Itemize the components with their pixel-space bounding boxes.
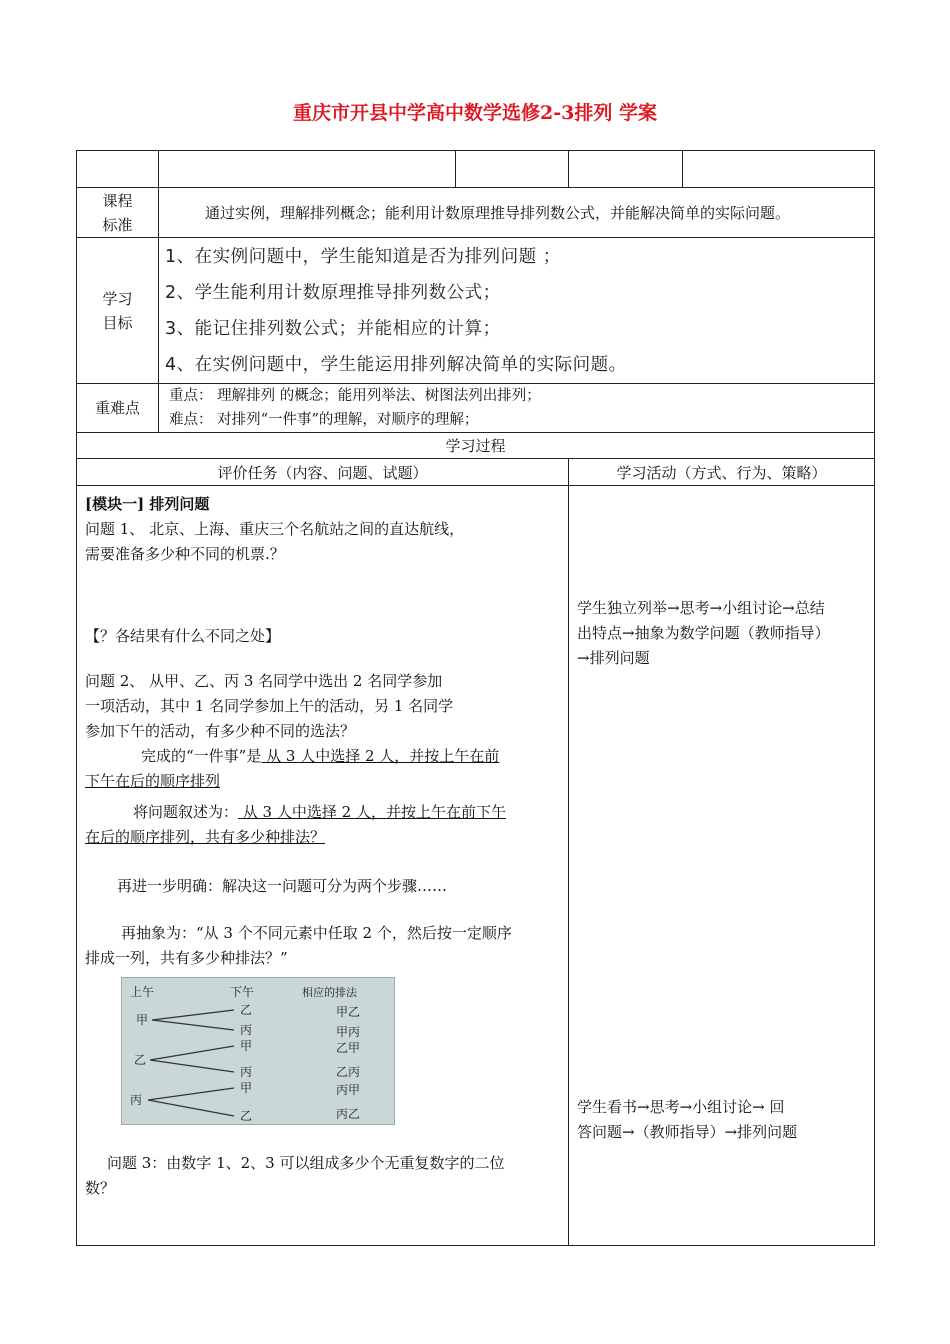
module-title: [模块一] 排列问题 bbox=[85, 495, 210, 513]
activity-block-2: 学生看书→思考→小组讨论→ 回 答问题→（教师指导）→排列问题 bbox=[577, 1098, 798, 1141]
question-2-line: 一项活动，其中 1 名同学参加上午的活动，另 1 名同学 bbox=[85, 697, 454, 715]
tree-am-node: 丙 bbox=[130, 1093, 143, 1107]
process-header-row bbox=[77, 433, 875, 459]
event-line-continued: 下午在后的顺序排列 bbox=[85, 772, 221, 790]
course-standard-text: 通过实例，理解排列概念；能利用计数原理推导排列数公式，并能解决简单的实际问题。 bbox=[159, 188, 875, 238]
key-points-row bbox=[77, 384, 875, 433]
learning-goals-row bbox=[77, 238, 875, 384]
question-3-line-continued: 数？ bbox=[85, 1179, 116, 1197]
event-line: 完成的“一件事”是 从 3 人中选择 2 人，并按上午在前 bbox=[141, 747, 500, 765]
tree-branch bbox=[148, 1100, 234, 1116]
lesson-table bbox=[76, 150, 875, 1246]
tree-head-result: 相应的排法 bbox=[302, 986, 357, 999]
blank-cell bbox=[683, 151, 875, 188]
focus-line: 重点： 理解排列 的概念；能用列举法、树图法列出排列； bbox=[169, 388, 541, 404]
learning-goals-list bbox=[159, 238, 875, 384]
goal-item: 1、在实例问题中，学生能知道是否为排列问题 ； bbox=[165, 246, 561, 267]
tree-diagram bbox=[121, 977, 395, 1125]
tree-pm-node: 丙 bbox=[240, 1065, 253, 1079]
question-1-line: 问题 1、 北京、上海、重庆三个名航站之间的直达航线， bbox=[85, 520, 465, 538]
blank-cell bbox=[456, 151, 569, 188]
tree-branches bbox=[148, 1010, 234, 1116]
tree-pm-node: 丙 bbox=[240, 1023, 253, 1037]
restate-line: 将问题叙述为： 从 3 人中选择 2 人，并按上午在前下午 bbox=[133, 803, 506, 821]
step-text: 再进一步明确：解决这一问题可分为两个步骤…… bbox=[117, 877, 448, 895]
course-standard-label: 课程 标准 bbox=[77, 188, 159, 238]
tree-diagram-svg bbox=[122, 978, 394, 1124]
column-header-row bbox=[77, 459, 875, 486]
tree-head-am: 上午 bbox=[130, 985, 155, 999]
tree-result: 甲丙 bbox=[336, 1025, 361, 1039]
hint-text: 【？各结果有什么不同之处】 bbox=[85, 627, 281, 645]
tree-branch bbox=[150, 1060, 234, 1072]
abstract-line: 再抽象为：“从 3 个不同元素中任取 2 个，然后按一定顺序 bbox=[121, 924, 512, 942]
tree-branch bbox=[152, 1020, 234, 1030]
difficulty-line: 难点： 对排列“一件事”的理解，对顺序的理解； bbox=[169, 412, 479, 428]
process-header: 学习过程 bbox=[77, 433, 875, 459]
task-content bbox=[77, 486, 569, 1246]
tree-branch bbox=[148, 1088, 234, 1100]
question-1-line: 需要准备多少种不同的机票.？ bbox=[85, 545, 285, 563]
blank-header-row bbox=[77, 151, 875, 188]
tree-pm-node: 乙 bbox=[240, 1109, 253, 1123]
tree-pm-node: 甲 bbox=[240, 1039, 253, 1053]
tree-branch bbox=[152, 1010, 234, 1020]
restate-line-continued: 在后的顺序排列，共有多少种排法？ bbox=[85, 828, 326, 846]
activity-block-1: 学生独立列举→思考→小组讨论→总结 出特点→抽象为数学问题（教师指导） →排列问题 bbox=[577, 599, 830, 667]
tree-head-pm: 下午 bbox=[230, 985, 255, 999]
tree-result: 乙丙 bbox=[336, 1065, 361, 1079]
activity-content bbox=[569, 486, 875, 1246]
tree-am-node: 乙 bbox=[134, 1053, 147, 1067]
question-2-line: 参加下午的活动，有多少种不同的选法？ bbox=[85, 722, 356, 740]
tree-result: 丙甲 bbox=[336, 1083, 361, 1097]
key-points-label: 重难点 bbox=[77, 384, 159, 433]
tree-pm-node: 乙 bbox=[240, 1003, 253, 1017]
page-title: 重庆市开县中学高中数学选修2-3排列 学案 bbox=[293, 102, 657, 124]
tree-result: 乙甲 bbox=[336, 1041, 361, 1055]
learning-goals-label: 学习 目标 bbox=[77, 238, 159, 384]
tree-result: 甲乙 bbox=[336, 1005, 361, 1019]
tree-branch bbox=[150, 1046, 234, 1060]
goal-item: 2、学生能利用计数原理推导排列数公式； bbox=[165, 282, 501, 303]
tree-result: 丙乙 bbox=[336, 1107, 361, 1121]
blank-cell bbox=[569, 151, 683, 188]
goal-item: 4、在实例问题中，学生能运用排列解决简单的实际问题。 bbox=[165, 354, 627, 375]
key-points-content bbox=[159, 384, 875, 433]
activity-column-header: 学习活动（方式、行为、策略） bbox=[569, 459, 875, 486]
goal-item: 3、能记住排列数公式；并能相应的计算； bbox=[165, 318, 501, 339]
question-3-line: 问题 3：由数字 1、2、3 可以组成多少个无重复数字的二位 bbox=[107, 1154, 505, 1172]
content-row bbox=[77, 486, 875, 1246]
blank-cell bbox=[77, 151, 159, 188]
task-column-header: 评价任务（内容、问题、试题） bbox=[77, 459, 569, 486]
abstract-line-continued: 排成一列，共有多少种排法？” bbox=[85, 949, 288, 967]
course-standard-row bbox=[77, 188, 875, 238]
tree-pm-node: 甲 bbox=[240, 1081, 253, 1095]
tree-am-node: 甲 bbox=[136, 1013, 149, 1027]
question-2-line: 问题 2、 从甲、乙、丙 3 名同学中选出 2 名同学参加 bbox=[85, 672, 443, 690]
blank-cell bbox=[159, 151, 456, 188]
